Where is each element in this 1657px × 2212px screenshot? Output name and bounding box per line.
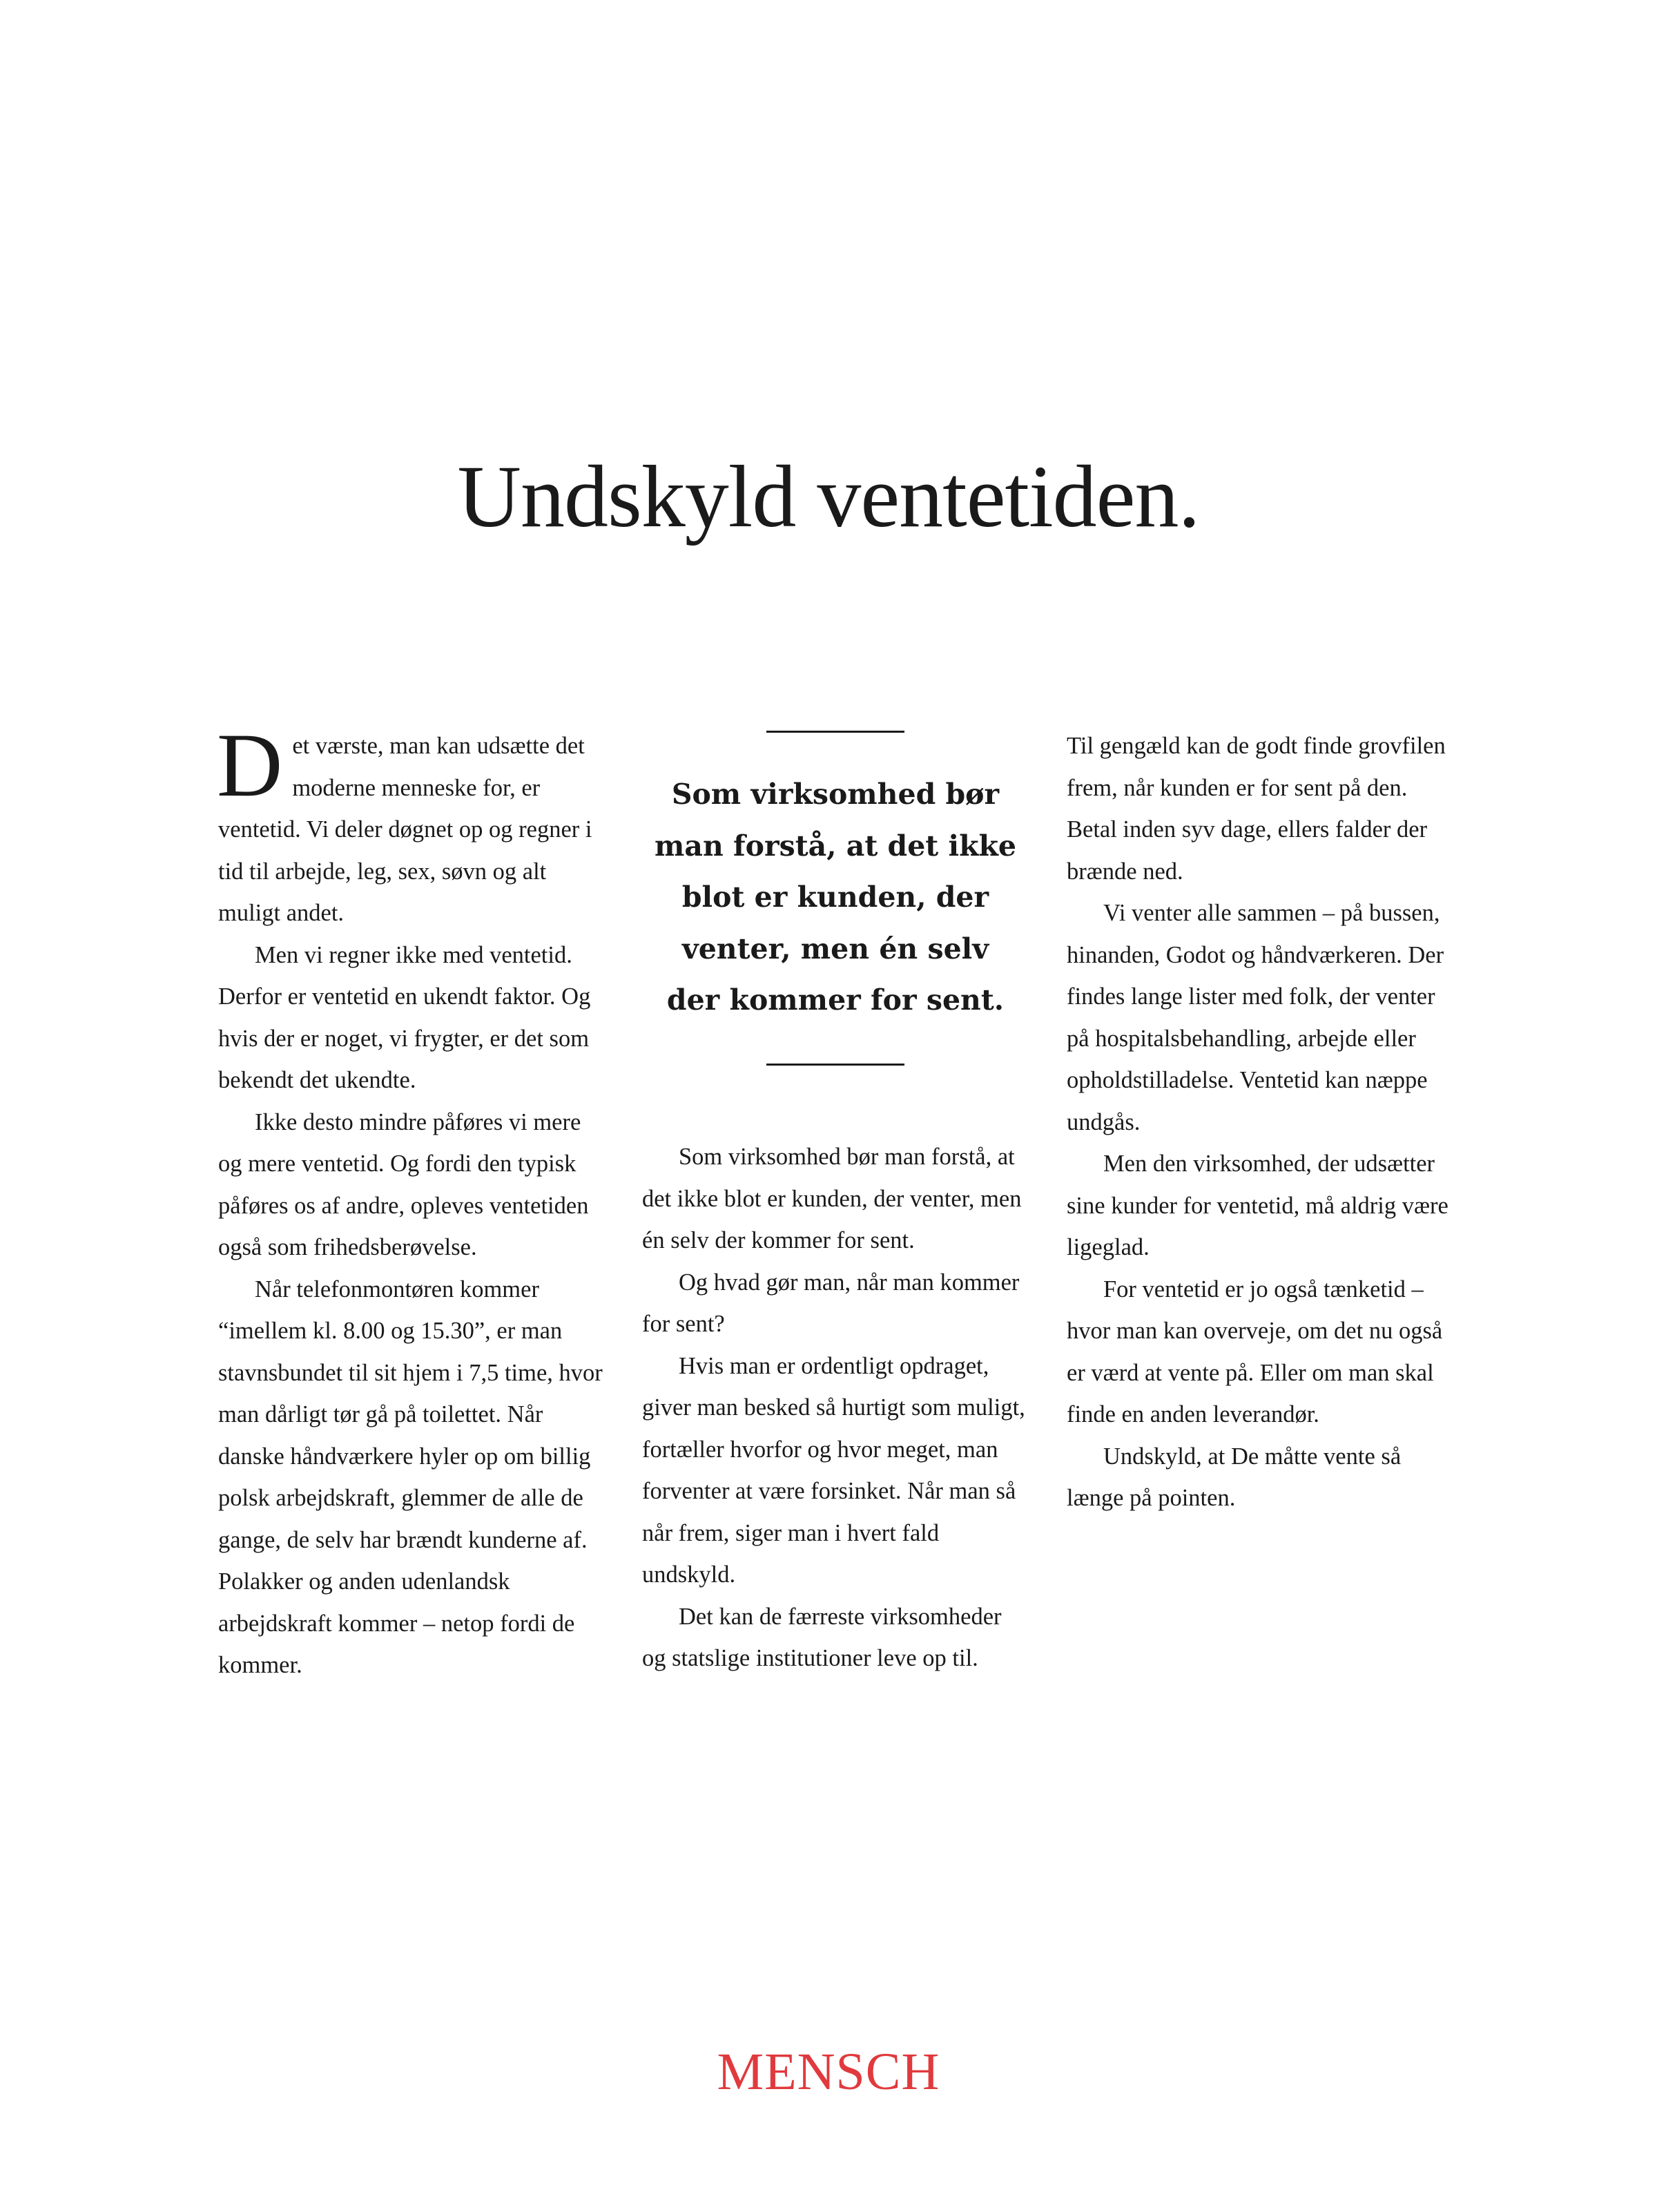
article-paragraph: Til gengæld kan de godt finde grovfilen frem, når kunden er for sent på den. Betal inden syv dage, ellers falder der brænde ned.	[1067, 733, 1446, 885]
article-paragraph: Men vi regner ikke med ventetid. Derfor er ventetid en ukendt faktor. Og hvis der er noget, vi frygter, er det som bekendt det ukendte.	[218, 941, 591, 1093]
article-paragraph-text: et værste, man kan udsætte det moderne menneske for, er ventetid. Vi deler døgnet op og regner i tid til arbejde, leg, sex, søvn og alt muligt andet.	[218, 733, 592, 926]
article-column-right	[1067, 725, 1453, 1519]
article-paragraph: Det kan de færreste virksomheder og statslige institutioner leve op til.	[642, 1603, 1002, 1671]
pull-quote-bottom-rule	[766, 1064, 904, 1066]
pull-quote-text: Som virksomhed bør man forstå, at det ikke blot er kunden, der venter, men én selv der kommer for sent.	[655, 778, 1016, 1017]
article-paragraph: Som virksomhed bør man forstå, at det ikke blot er kunden, der venter, men én selv der kommer for sent.	[642, 1144, 1022, 1253]
pull-quote	[642, 731, 1029, 1066]
drop-cap: D	[217, 714, 283, 816]
article-paragraph: Men den virksomhed, der udsætter sine kunder for ventetid, må aldrig være ligeglad.	[1067, 1151, 1448, 1260]
article-paragraph: Vi venter alle sammen – på bussen, hinanden, Godot og håndværkeren. Der findes lange lister med folk, der venter på hospitalsbehandling, arbejde eller opholdstilladelse. Ventetid kan næppe undgås.	[1067, 900, 1444, 1135]
article-paragraph: Når telefonmontøren kommer “imellem kl. 8.00 og 15.30”, er man stavnsbundet til sit hjem i 7,5 time, hvor man dårligt tør gå på toilettet. Når danske håndværkere hyler op om billig polsk arbejdskraft, glemmer de alle de gange, de selv har brændt kunderne af. Polakker og anden udenlandsk arbejdskraft kommer – netop fordi de kommer.	[218, 1276, 603, 1678]
article-paragraph: Hvis man er ordentligt opdraget, giver man besked så hurtigt som muligt, fortæller hvorfor og hvor meget, man forventer at være forsinket. Når man så når frem, siger man i hvert fald undskyld.	[642, 1352, 1025, 1588]
article-paragraph: Undskyld, at De måtte vente så længe på pointen.	[1067, 1443, 1402, 1511]
page-title: Undskyld ventetiden.	[457, 448, 1200, 546]
article-paragraph	[217, 714, 605, 934]
brand-logo: MENSCH	[717, 2043, 940, 2101]
article-paragraph: For ventetid er jo også tænketid – hvor man kan overveje, om det nu også er værd at vente på. Eller om man skal finde en anden leverandør.	[1067, 1276, 1443, 1427]
pull-quote-top-rule	[766, 731, 904, 733]
article-paragraph: Ikke desto mindre påføres vi mere og mere ventetid. Og fordi den typisk påføres os af andre, opleves ventetiden også som frihedsberøvelse.	[218, 1108, 589, 1260]
article-column-middle	[642, 1136, 1029, 1680]
article-column-left	[217, 714, 605, 1686]
article-paragraph: Og hvad gør man, når man kommer for sent?	[642, 1269, 1020, 1337]
